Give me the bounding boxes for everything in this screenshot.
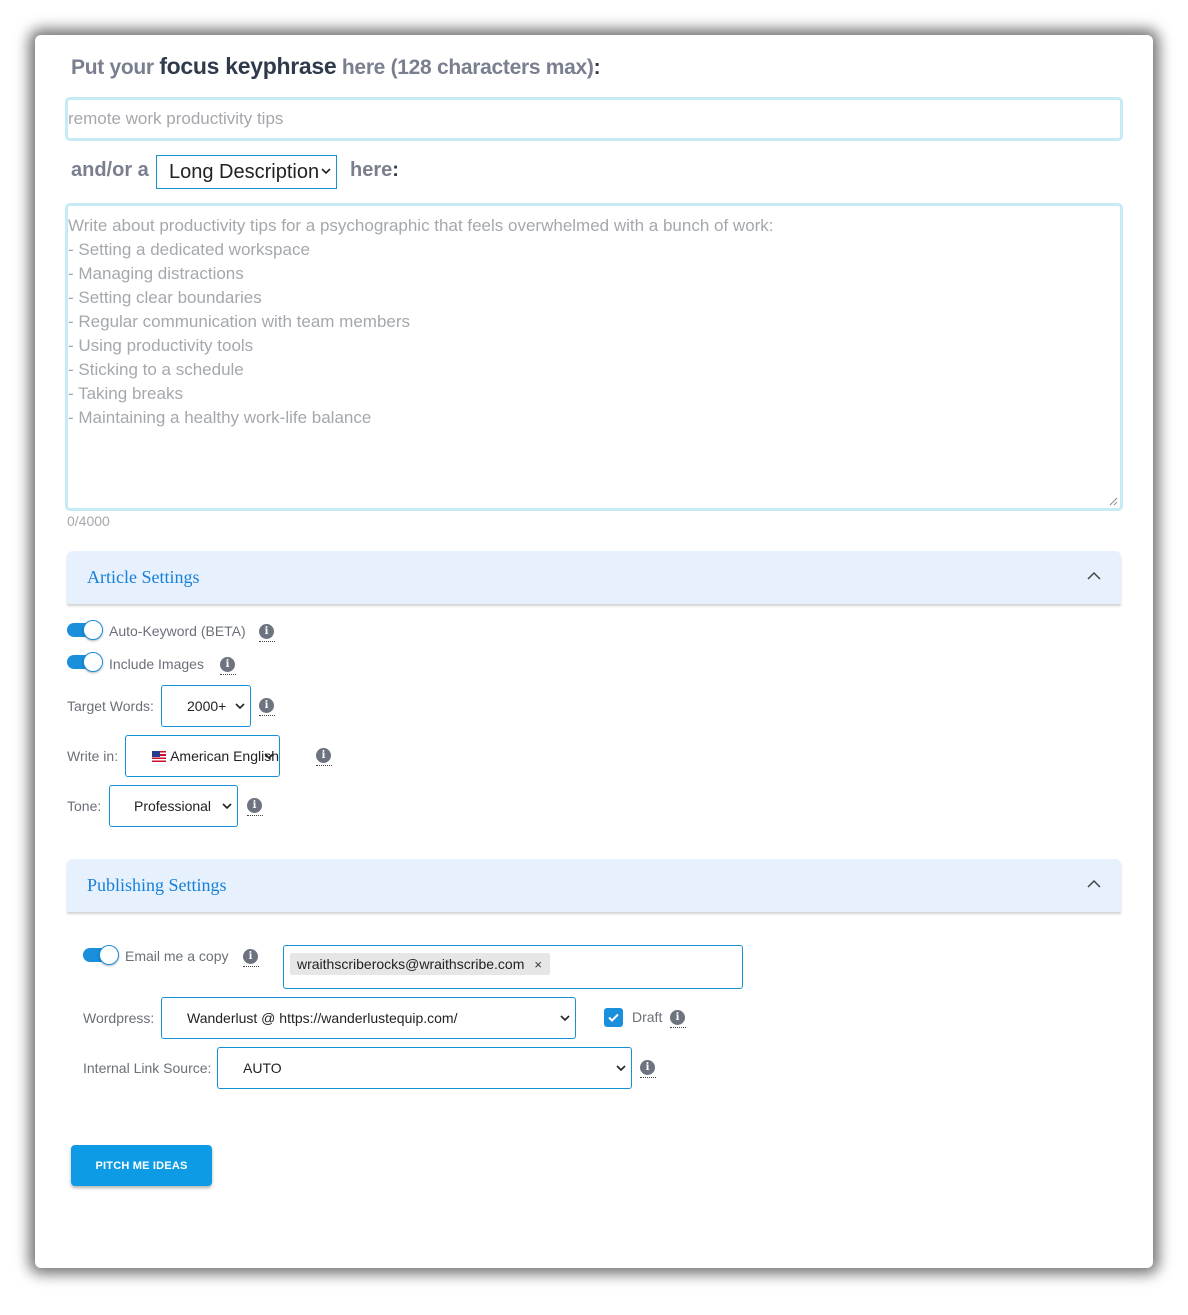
target-words-label: Target Words: xyxy=(67,698,154,714)
language-select[interactable] xyxy=(125,735,280,777)
keyphrase-heading xyxy=(71,53,600,80)
auto-keyword-toggle[interactable] xyxy=(67,620,103,640)
keyphrase-input[interactable] xyxy=(65,97,1123,141)
info-glyph: i xyxy=(247,798,262,813)
info-underline xyxy=(243,966,259,967)
placeholder-line: - Regular communication with team members xyxy=(68,312,411,331)
info-underline xyxy=(259,641,275,642)
include-images-toggle[interactable] xyxy=(67,652,103,672)
info-icon[interactable] xyxy=(259,698,275,718)
placeholder-line: - Setting clear boundaries xyxy=(68,288,262,307)
language-value: American English xyxy=(170,748,279,764)
description-type-value: Long Description xyxy=(169,160,320,183)
email-copy-label: Email me a copy xyxy=(125,948,229,964)
placeholder-line: - Using productivity tools xyxy=(68,336,254,355)
internal-link-value: AUTO xyxy=(243,1060,282,1076)
description-label-prefix: and/or a xyxy=(71,159,149,181)
heading-prefix: Put your xyxy=(71,56,154,79)
check-icon xyxy=(604,1008,623,1027)
info-glyph: i xyxy=(259,698,274,713)
info-underline xyxy=(259,715,275,716)
remove-email-icon[interactable]: × xyxy=(534,956,542,972)
chevron-up-icon xyxy=(1087,879,1101,889)
placeholder-line: - Managing distractions xyxy=(68,264,244,283)
internal-link-select[interactable] xyxy=(217,1047,632,1089)
target-words-value: 2000+ xyxy=(187,698,227,714)
heading-suffix: here (128 characters max) xyxy=(341,56,594,79)
email-chip-text: wraithscriberocks@wraithscribe.com xyxy=(297,956,525,972)
info-icon[interactable] xyxy=(220,657,236,677)
internal-link-label: Internal Link Source: xyxy=(83,1060,212,1076)
wordpress-label: Wordpress: xyxy=(83,1010,155,1026)
resize-handle-icon[interactable] xyxy=(1108,496,1118,506)
info-glyph: i xyxy=(220,657,235,672)
placeholder-line: - Sticking to a schedule xyxy=(68,360,244,379)
write-in-label: Write in: xyxy=(67,748,119,764)
wordpress-select[interactable] xyxy=(161,997,576,1039)
info-glyph: i xyxy=(670,1010,685,1025)
include-images-label: Include Images xyxy=(109,656,204,672)
article-settings-header[interactable] xyxy=(67,551,1121,604)
draft-label: Draft xyxy=(632,1009,663,1025)
info-underline xyxy=(670,1027,686,1028)
toggle-knob xyxy=(83,652,103,672)
us-flag-icon xyxy=(152,751,166,762)
info-icon[interactable] xyxy=(243,949,259,969)
placeholder-line: - Taking breaks xyxy=(68,384,183,403)
draft-checkbox[interactable] xyxy=(604,1008,623,1027)
info-glyph: i xyxy=(259,624,274,639)
chevron-down-icon xyxy=(320,165,332,177)
email-chip xyxy=(290,953,550,975)
chevron-down-icon xyxy=(234,701,246,711)
publishing-settings-title: Publishing Settings xyxy=(87,875,227,895)
info-underline xyxy=(316,765,332,766)
info-glyph: i xyxy=(640,1060,655,1075)
placeholder-line: Write about productivity tips for a psychographic that feels overwhelmed with a bunch of work: xyxy=(68,216,774,235)
pitch-me-ideas-button[interactable]: PITCH ME IDEAS xyxy=(71,1145,212,1186)
email-copy-toggle[interactable] xyxy=(83,945,119,965)
chevron-down-icon xyxy=(221,801,233,811)
info-icon[interactable] xyxy=(640,1060,656,1080)
info-glyph: i xyxy=(243,949,258,964)
description-suffix-text: here xyxy=(350,159,393,181)
tone-label: Tone: xyxy=(67,798,102,814)
placeholder-line: - Setting a dedicated workspace xyxy=(68,240,310,259)
info-icon[interactable] xyxy=(259,624,275,644)
character-counter: 0/4000 xyxy=(67,513,110,529)
email-recipients-input[interactable] xyxy=(283,945,743,989)
heading-emphasis: focus keyphrase xyxy=(159,53,337,79)
info-icon[interactable] xyxy=(670,1010,686,1030)
toggle-knob xyxy=(99,945,119,965)
info-glyph: i xyxy=(316,748,331,763)
chevron-down-icon xyxy=(559,1013,571,1023)
description-placeholder xyxy=(68,214,774,430)
description-label-suffix xyxy=(350,159,399,182)
info-icon[interactable] xyxy=(316,748,332,768)
info-icon[interactable] xyxy=(247,798,263,818)
description-type-select[interactable] xyxy=(156,155,337,189)
target-words-select[interactable] xyxy=(161,685,251,727)
wordpress-value: Wanderlust @ https://wanderlustequip.com/ xyxy=(187,1010,458,1026)
toggle-knob xyxy=(83,620,103,640)
placeholder-line: - Maintaining a healthy work-life balance xyxy=(68,408,372,427)
article-settings-title: Article Settings xyxy=(87,567,200,587)
chevron-down-icon xyxy=(263,751,275,761)
info-underline xyxy=(220,674,236,675)
info-underline xyxy=(247,815,263,816)
chevron-down-icon xyxy=(615,1063,627,1073)
auto-keyword-label: Auto-Keyword (BETA) xyxy=(109,623,246,639)
tone-value: Professional xyxy=(134,798,212,814)
description-textarea[interactable] xyxy=(65,203,1123,511)
description-colon: : xyxy=(392,159,399,181)
form-card xyxy=(35,35,1153,1268)
info-underline xyxy=(640,1077,656,1078)
publishing-settings-header[interactable] xyxy=(67,859,1121,912)
chevron-up-icon xyxy=(1087,571,1101,581)
tone-select[interactable] xyxy=(109,785,238,827)
heading-colon: : xyxy=(593,56,601,79)
